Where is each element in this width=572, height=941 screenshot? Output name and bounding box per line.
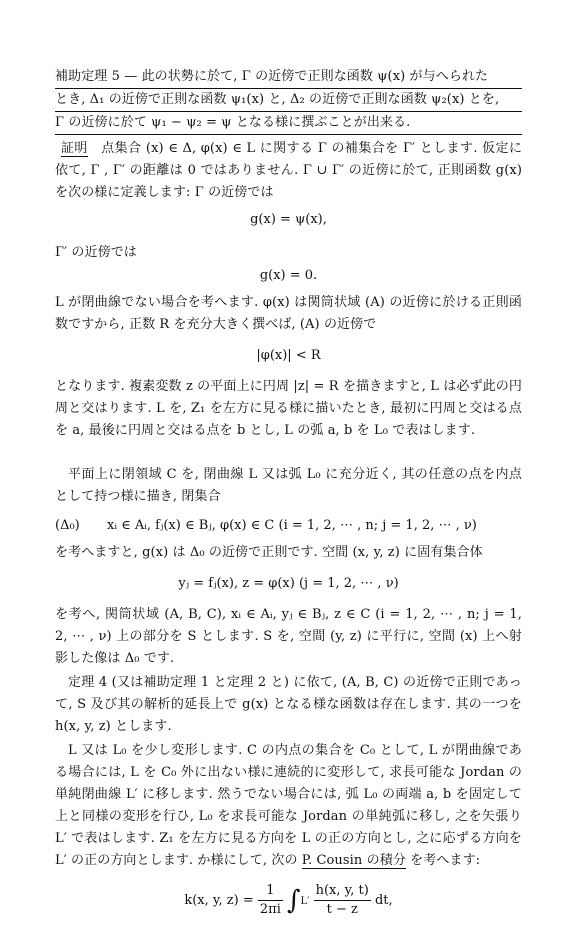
proof-paragraph-5: を考へますと, g(x) は Δ₀ の近傍で正則です. 空間 (x, y, z) に固有集合体 (55, 545, 483, 560)
equation-label-delta-zero: (Δ₀) (55, 518, 80, 533)
equation-cousin-integral: k(x, y, z) = $\frac{1}{2\pi i}$ ∫L′ $\frac{h(x, y, t)}{t - z}$ dt, (184, 883, 393, 917)
proof-paragraph-7: 定理 4 (又は補助定理 1 と定理 2 と) に依て, (A, B, C) の近傍で正則であって, S 及び其の解析的延長上で g(x) となる様な函数は存在します. 其の一つを h(x, y, z) とします. (55, 675, 522, 734)
lemma-statement (55, 66, 522, 135)
proof-label: 証明 (61, 141, 88, 156)
cousin-integral-link[interactable]: P. Cousin の積分 (301, 853, 406, 868)
integral-subscript: L′ (300, 896, 310, 907)
proof-text-gamma-prime: Γ′ の近傍では (55, 245, 137, 260)
proof-paragraph-4: 平面上に閉領域 C を, 閉曲線 L 又は弧 L₀ に充分近く, 其の任意の点を内点として持つ様に描き, 閉集合 (55, 467, 522, 504)
proof-paragraph-3: となります. 複素変数 z の平面上に円周 |z| = R を描きますと, L は必ず此の円周と交はります. L を, Z₁ を左方に見る様に描いたとき, 最初に円周と交はる点を a, 最後に円周と交はる点を b とし, L の弧 a, b を L₀ で表はします. (55, 379, 522, 438)
lemma-line-1: 補助定理 5 — 此の状勢に於て, Γ の近傍で正則な函数 ψ(x) が与へられた (55, 66, 522, 89)
lemma-line-3: Γ の近傍に於て ψ₁ − ψ₂ = ψ となる様に撰ぶことが出来る. (55, 112, 522, 135)
fraction-one-over-2pi-i: $\frac{1}{2\pi i}$ (259, 883, 281, 917)
lemma-line-2: とき, Δ₁ の近傍で正則な函数 ψ₁(x) と, Δ₂ の近傍で正則な函数 ψ₂(x) とを, (55, 89, 522, 112)
proof-paragraph-8: L 又は L₀ を少し変形します. C の内点の集合を C₀ として, L が閉曲線である場合には, L を C₀ 外に出ない様に連続的に変形して, 求長可能な Jordan の単純閉曲線 L′ に移します. 然うでない場合には, 弧 L₀ の両端 a, b を固定して上と同様の変形を行ひ, L₀ を求長可能な Jordan の単純弧に移し, 之を矢張り L′ で表はします. Z₁ を左方に見る方向を L の正の方向とし, 之に応ずる方向を L′ の正の方向とします. か様にして, 次の P. Cousin の積分 を考へます: (55, 743, 522, 868)
equation-delta-zero: (Δ₀) xᵢ ∈ Aᵢ, fⱼ(x) ∈ Bⱼ, φ(x) ∈ C (i = 1, 2, ⋯ , n; j = 1, 2, ⋯ , ν) (55, 516, 522, 536)
proof-paragraph-6: を考へ, 関筒状域 (A, B, C), xᵢ ∈ Aᵢ, yⱼ ∈ Bⱼ, z ∈ C (i = 1, 2, ⋯ , n; j = 1, 2, ⋯ , ν) 上の部分を S とします. S を, 空間 (y, z) に平行に, 空間 (x) 上へ射影した像は Δ₀ です. (55, 607, 522, 666)
equation-g-zero: g(x) = 0. (259, 268, 318, 283)
equation-g-psi: g(x) = ψ(x), (250, 212, 327, 227)
fraction-integrand: $\frac{h(x, y, t)}{t - z}$ (315, 883, 369, 917)
proof-paragraph-1: 証明 点集合 (x) ∈ Δ, φ(x) ∈ L に関する Γ の補集合を Γ′ とします. 仮定に依て, Γ , Γ′ の距離は 0 ではありません. Γ ∪ Γ′ の近傍に於て, 正則函数 g(x) を次の様に定義します: Γ の近傍では (55, 141, 522, 200)
proof-paragraph-2: L が閉曲線でない場合を考へます. φ(x) は関筒状域 (A) の近傍に於ける正則函数ですから, 正数 R を充分大きく撰べば, (A) の近傍で (55, 295, 522, 332)
integral-sign: ∫ (287, 885, 301, 916)
lemma-label: 補助定理 5 — (55, 69, 142, 84)
equation-proper-set: yⱼ = fⱼ(x), z = φ(x) (j = 1, 2, ⋯ , ν) (178, 576, 399, 591)
equation-phi-bound: |φ(x)| < R (256, 348, 321, 363)
